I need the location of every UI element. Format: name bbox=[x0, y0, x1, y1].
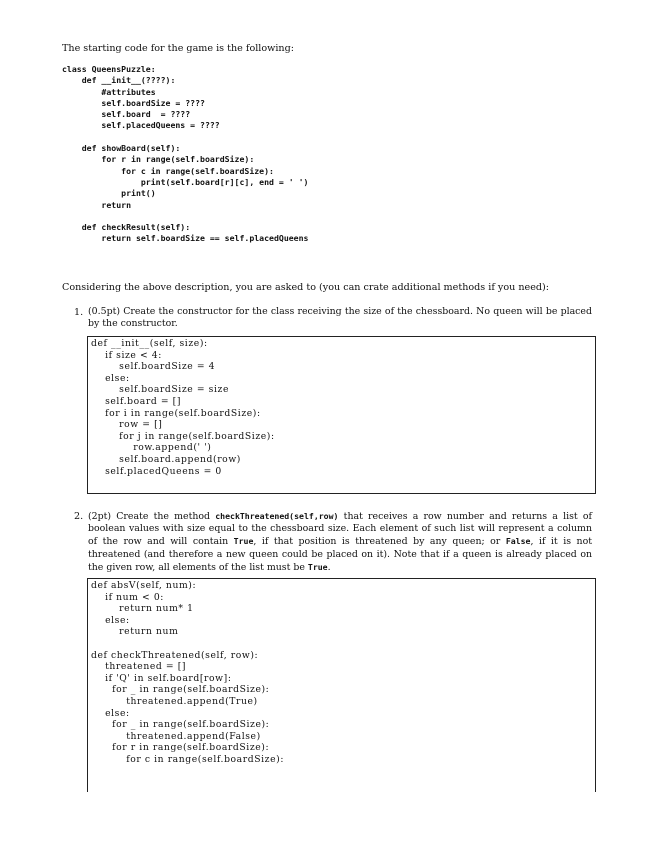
question-1-answer-box bbox=[87, 336, 596, 494]
intro-text: The starting code for the game is the following: bbox=[62, 43, 294, 54]
question-2-answer-code: def absV(self, num): if num < 0: return num* 1 else: return num def checkThreatened(self, row): threatened = [] if 'Q' in self.board[row]: for _ in range(self.boardSize): threatened.append(True) else: for _ in range(self.boardSize): threatened.append(False) for r in range(self.boardSize): for c in range(self.boardSize): bbox=[91, 580, 285, 765]
instructions-text: Considering the above description, you are asked to (you can crate additional methods if you need): bbox=[62, 282, 550, 293]
true-keyword: True bbox=[233, 536, 254, 547]
question-1-number: 1. bbox=[74, 307, 84, 318]
question-1-answer-code: def __init__(self, size): if size < 4: self.boardSize = 4 else: self.boardSize = size self.board = [] for i in range(self.boardSize): row = [] for j in range(self.boardSize): row.append(' ') self.board.append(row) self.placedQueens = 0 bbox=[91, 338, 275, 477]
question-2-text-part: , if that position is threatened by any queen; or bbox=[253, 536, 506, 548]
true-keyword: True bbox=[307, 561, 328, 572]
starter-code-block: class QueensPuzzle: def __init__(????): #attributes self.boardSize = ???? self.board = ???? self.placedQueens = ???? def showBoard(self): for r in range(self.boardSize): for c in range(self.boardSize): print(self.board[r][c], end = ' ') print() return def checkResult(self): return self.boardSize == self.placedQueens bbox=[62, 64, 309, 244]
question-2-answer-box bbox=[87, 578, 596, 792]
question-2-text bbox=[88, 510, 592, 574]
question-2-text-part: (2pt) Create the method bbox=[88, 511, 216, 522]
false-keyword: False bbox=[505, 536, 531, 547]
question-2-number: 2. bbox=[74, 511, 84, 522]
method-name: checkThreatened(self,row) bbox=[215, 511, 339, 521]
question-2-text-part: , if it is not threatened (and therefore a new queen could be placed on it). Note that if a queen is already placed on the given row, all elements of the list must be bbox=[88, 536, 592, 573]
question-2-text-part: that receives a row number and returns a list of boolean values with size equal to the chessboard size. Each element of such list will represent a column of the row and will contain bbox=[88, 511, 592, 548]
question-2-text-part: . bbox=[327, 561, 331, 573]
question-1-text: (0.5pt) Create the constructor for the class receiving the size of the chessboard. No queen will be placed by the constructor. bbox=[88, 306, 592, 330]
